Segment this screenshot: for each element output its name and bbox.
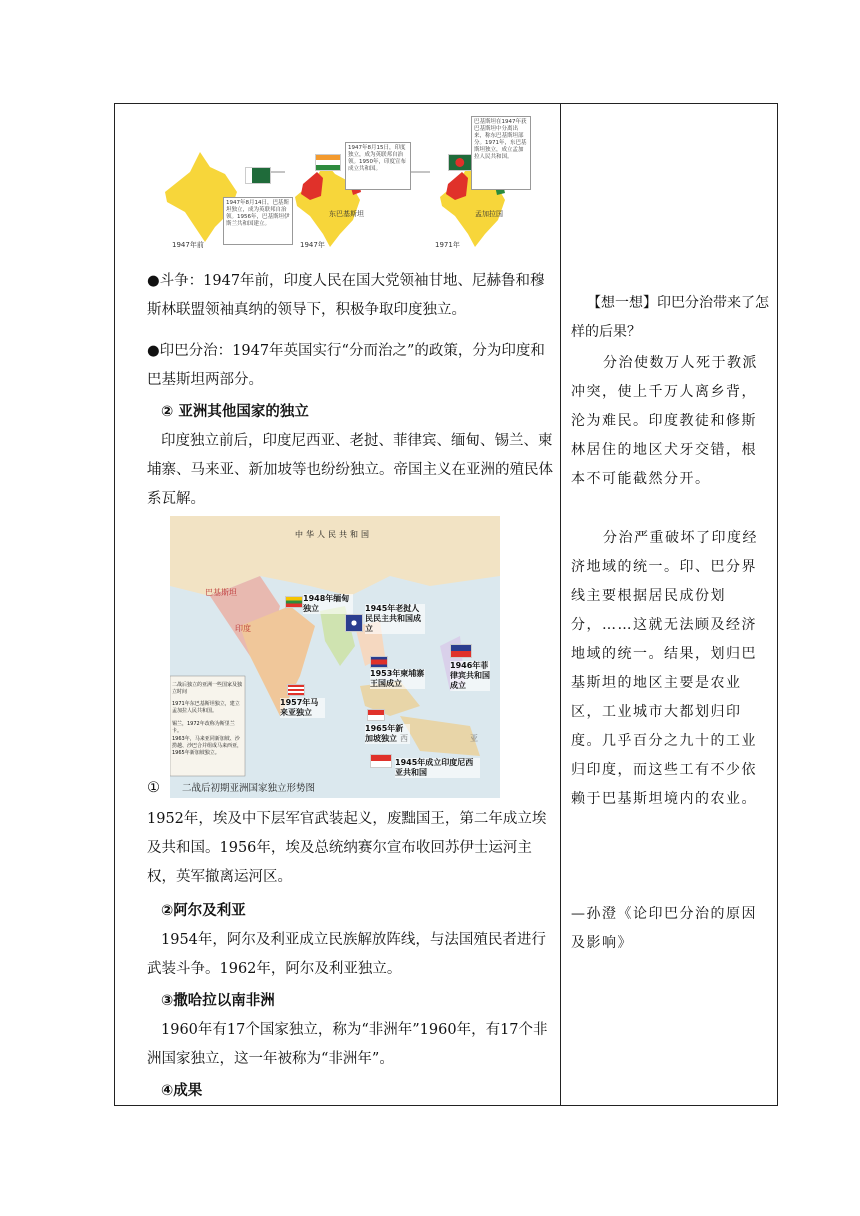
- algeria-paragraph: 1954年，阿尔及利亚成立民族解放阵线，与法国殖民者进行武装斗争。1962年，阿尔及利亚独立。: [147, 932, 546, 977]
- content-column: [115, 104, 560, 1105]
- label-xi: 西: [400, 734, 408, 743]
- label-philippines: 1946年菲律宾共和国成立: [450, 661, 490, 690]
- map-1971-pakistan: [446, 172, 468, 200]
- label-cambodia: 1953年柬埔寨王国成立: [370, 669, 425, 688]
- indonesia-flag: [370, 754, 392, 768]
- label-ya: 亚: [470, 734, 478, 743]
- legend-note-3: 1963年，马来亚同新加坡、沙捞越、沙巴合并组成马来西亚，1965年新加坡独立。: [172, 736, 243, 756]
- heading-sub-saharan-africa: ③撒哈拉以南非洲: [161, 993, 275, 1009]
- callout-india: 1947年8月15日，印度独立，成为英联邦自治领。1950年，印度宣布成立共和国。: [345, 142, 411, 190]
- year-label-before: 1947年前: [172, 241, 204, 249]
- heading-asia-independence: ② 亚洲其他国家的独立: [161, 404, 309, 420]
- answer-paragraph-1: 分治使数万人死于教派冲突，使上千万人离乡背，沦为难民。印度教徒和修斯林居住的地区犬牙交错，根本不可能截然分开。: [571, 355, 758, 487]
- myanmar-flag: [285, 596, 303, 608]
- india-flag: [315, 154, 341, 171]
- label-singapore: 1965年新加坡独立: [365, 724, 410, 744]
- legend-note-2: 锡兰，1972年改称为斯里兰卡。: [172, 721, 235, 734]
- label-pakistan: 巴基斯坦: [205, 588, 237, 597]
- africa-paragraph: 1960年有17个国家独立，称为“非洲年”1960年，有17个非洲国家独立，这一年被称为“非洲年”。: [147, 1022, 548, 1067]
- bangladesh-label: 孟加拉国: [475, 210, 503, 218]
- year-label-1971: 1971年: [435, 241, 460, 249]
- map-1947-west-pakistan: [301, 172, 323, 200]
- east-pakistan-label: 东巴基斯坦: [329, 210, 364, 218]
- answer-paragraph-2: 分治严重破坏了印度经济地域的统一。印、巴分界线主要根据居民成份划分，……这就无法顾及经济地域的统一。结果，划归巴基斯坦的地区主要是农业区，工业城市大都划归印度。几乎百分之九十的工业归印度，而这些工有不少依赖于巴基斯坦境内的农业。: [571, 530, 758, 807]
- source-citation: —孙澄《论印巴分治的原因及影响》: [571, 906, 757, 951]
- legend-title: 二战后独立的亚洲一些国家及独立时间: [172, 682, 243, 695]
- pakistan-flag: [245, 167, 271, 184]
- callout-bangladesh: 巴基斯坦在1947年获巴基斯坦中分离出来，称东巴基斯坦部分。1971年，东巴基斯坦独立，成立孟加拉人民共和国。: [471, 116, 531, 190]
- egypt-marker: ①: [147, 780, 160, 796]
- label-myanmar: 1948年缅甸独立: [303, 594, 353, 614]
- asia-independence-map: [170, 516, 500, 798]
- egypt-paragraph: 1952年，埃及中下层军官武装起义，废黜国王，第二年成立埃及共和国。1956年，埃及总统纳赛尔宣布收回苏伊士运河主权，英军撤离运河区。: [147, 811, 547, 885]
- label-laos: 1945年老挝人民民主共和国成立: [365, 604, 425, 634]
- label-china: 中华人民共和国: [295, 530, 372, 539]
- asia-map-caption: 二战后初期亚洲国家独立形势图: [182, 783, 316, 794]
- philippines-flag: [450, 644, 472, 658]
- sidebar-column: [561, 104, 777, 1105]
- partition-paragraph: ●印巴分治：1947年英国实行“分而治之”的政策，分为印度和巴基斯坦两部分。: [147, 343, 545, 388]
- laos-flag: [345, 614, 363, 632]
- label-indonesia: 1945年成立印度尼西亚共和国: [395, 758, 480, 778]
- india-partition-maps: [145, 112, 545, 252]
- think-prompt: 【想一想】印巴分治带来了怎样的后果？: [571, 295, 769, 340]
- malaya-flag: [287, 684, 305, 696]
- cambodia-flag: [370, 656, 388, 668]
- singapore-flag: [367, 709, 385, 721]
- heading-result: ④成果: [161, 1083, 203, 1099]
- label-india: 印度: [235, 624, 251, 633]
- legend-note-1: 1971年东巴基斯坦独立，建立孟加拉人民共和国。: [172, 701, 240, 714]
- struggle-paragraph: ●斗争：1947年前，印度人民在国大党领袖甘地、尼赫鲁和穆斯林联盟领袖真纳的领导下，积极争取印度独立。: [147, 273, 545, 318]
- heading-algeria: ②阿尔及利亚: [161, 903, 246, 919]
- asia-paragraph: 印度独立前后，印度尼西亚、老挝、菲律宾、缅甸、锡兰、柬埔寨、马来亚、新加坡等也纷纷独立。帝国主义在亚洲的殖民体系瓦解。: [147, 433, 553, 507]
- label-malaya: 1957年马来亚独立: [280, 698, 325, 718]
- year-label-1947: 1947年: [300, 241, 325, 249]
- lesson-table: [114, 103, 778, 1106]
- callout-pakistan: 1947年8月14日，巴基斯坦独立，成为英联邦自治领。1956年，巴基斯坦伊斯兰共和国建立。: [223, 197, 293, 245]
